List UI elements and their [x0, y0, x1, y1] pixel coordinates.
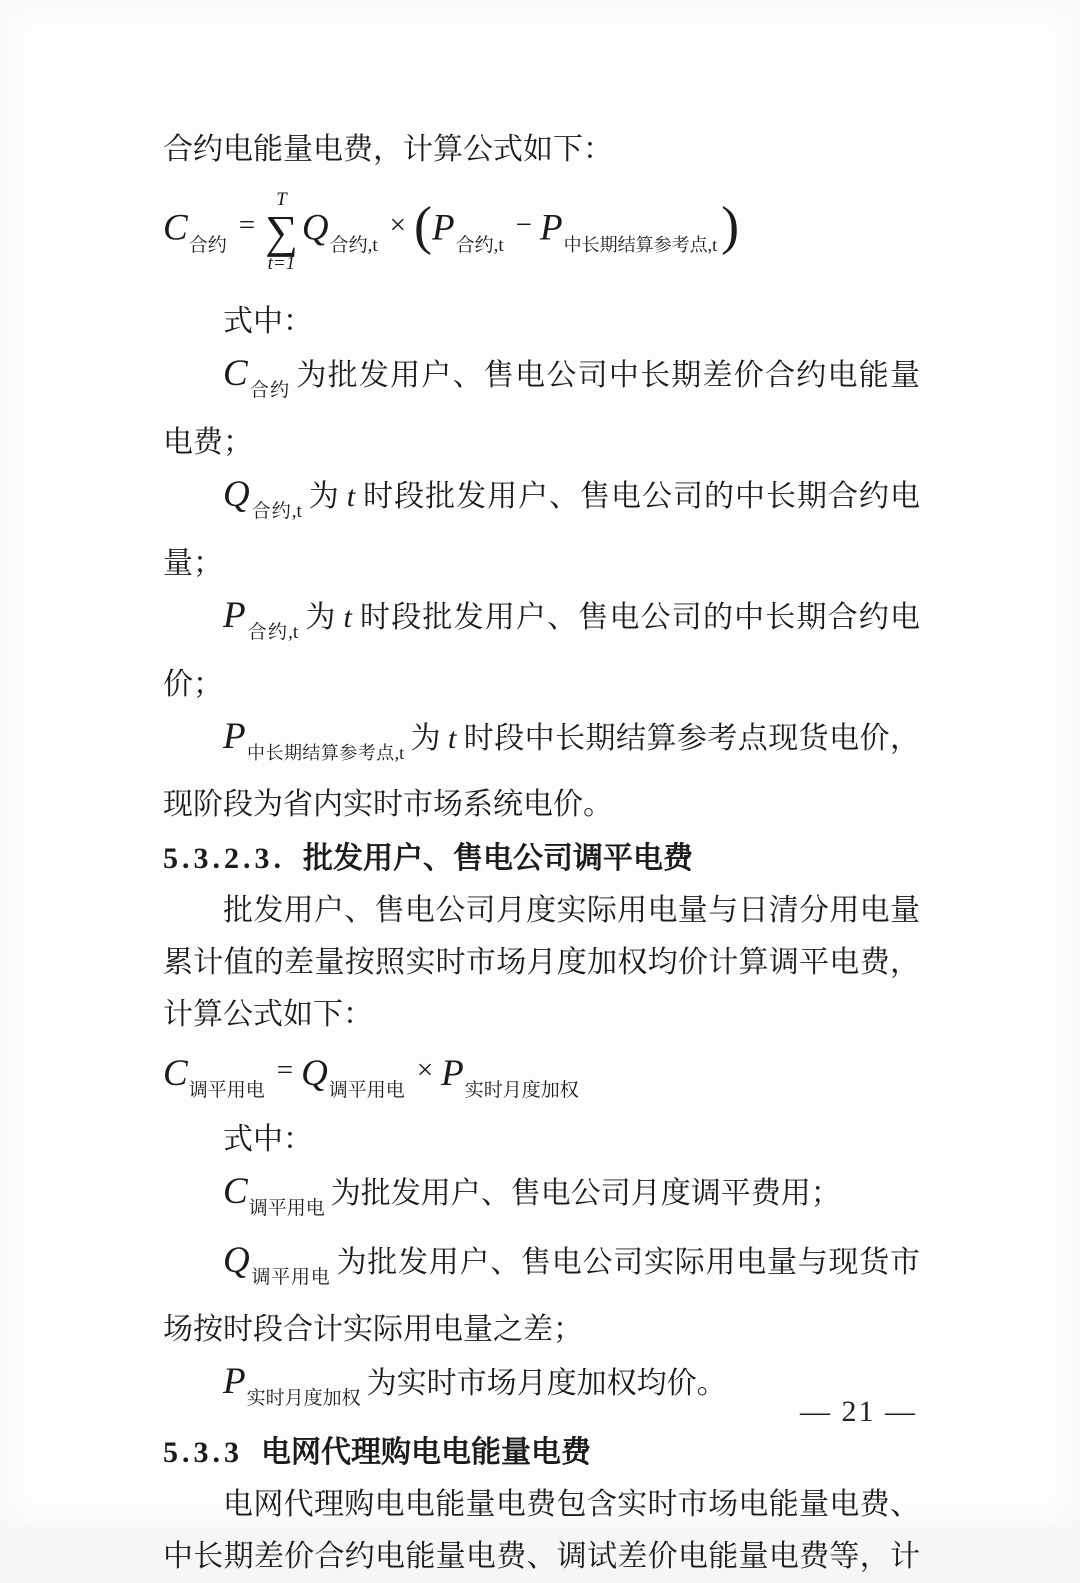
math-subscript: 合约,t: [455, 234, 504, 256]
math-var-p: P: [431, 207, 455, 249]
summation: [265, 190, 298, 274]
math-var-t: t: [448, 722, 457, 755]
math-subscript: 实时月度加权: [464, 1080, 579, 1101]
formula-contract-energy-fee: [163, 182, 920, 292]
equals-sign: =: [276, 1054, 294, 1086]
minus-sign: −: [515, 208, 532, 241]
definition-paragraph: [163, 711, 920, 831]
math-var-q: Q: [301, 207, 329, 249]
section-heading-5-3-2-3: [163, 833, 920, 885]
math-var-c: C: [163, 1053, 188, 1094]
math-subscript: 合约,t: [250, 501, 302, 522]
math-var-p: P: [539, 207, 563, 249]
math-var-t: t: [343, 601, 352, 634]
definition-paragraph: [163, 590, 920, 711]
definition-text: 时段批发用户、售电公司的中长期合约电量；: [163, 480, 921, 580]
where-label: 式中：: [223, 305, 313, 338]
math-var-c: C: [223, 353, 248, 394]
section-title: 批发用户、售电公司调平电费: [303, 842, 693, 875]
sum-upper-limit: T: [276, 189, 287, 210]
definition-text: 时段批发用户、售电公司的中长期合约电价；: [163, 601, 921, 701]
math-var-p: P: [223, 1361, 246, 1402]
definition-text: 为: [304, 601, 337, 634]
math-var-c: C: [223, 1171, 248, 1212]
page-content: [163, 124, 920, 1583]
where-label: 式中：: [223, 1123, 313, 1156]
math-var-q: Q: [301, 1053, 328, 1094]
multiply-sign: ×: [389, 208, 406, 241]
math-var-p: P: [223, 595, 246, 636]
math-subscript: 合约: [188, 234, 227, 256]
definition-text: 为批发用户、售电公司中长期差价合约电能量电费；: [163, 359, 920, 459]
definition-paragraph: [163, 469, 920, 590]
intro-paragraph: 合约电能量电费，计算公式如下：: [163, 133, 613, 166]
math-subscript: 中长期结算参考点,t: [246, 743, 405, 763]
grid-agent-paragraph: 电网代理购电电能量电费包含实时市场电能量电费、中长期差价合约电能量电费、调试差价电能量电费等，计: [163, 1488, 920, 1573]
math-subscript: 调平用电: [250, 1267, 331, 1288]
math-subscript: 合约,t: [246, 622, 299, 643]
definition-text: 为批发用户、售电公司月度调平费用；: [330, 1177, 841, 1210]
math-subscript: 调平用电: [248, 1198, 325, 1219]
section-title: 电网代理购电电能量电费: [261, 1436, 591, 1469]
math-subscript: 调平用电: [328, 1080, 405, 1101]
equals-sign: =: [238, 208, 256, 241]
sum-lower-limit: t=1: [267, 253, 296, 274]
definition-text: 为: [307, 480, 340, 513]
section-number: 5.3.2.3.: [163, 842, 285, 875]
math-subscript: 合约: [248, 380, 291, 401]
definition-paragraph: [163, 1235, 920, 1356]
page-number: — 21 —: [800, 1395, 917, 1428]
math-subscript: 中长期结算参考点,t: [563, 234, 718, 255]
multiply-sign: ×: [416, 1054, 434, 1086]
close-paren: ): [721, 195, 740, 256]
math-subscript: 调平用电: [188, 1080, 265, 1101]
math-var-t: t: [346, 480, 356, 513]
definition-text: 时段中长期结算参考点现货电价，现阶段为省内实时市场系统电价。: [163, 722, 920, 821]
definition-paragraph: [163, 1166, 920, 1235]
open-paren: (: [413, 195, 432, 256]
definition-paragraph: [163, 348, 920, 469]
definition-text: 为批发用户、售电公司实际用电量与现货市场按时段合计实际用电量之差；: [163, 1246, 920, 1346]
math-var-q: Q: [223, 474, 250, 515]
math-var-q: Q: [223, 1240, 250, 1281]
definition-text: 为: [410, 722, 441, 755]
math-var-c: C: [163, 207, 188, 249]
section-heading-5-3-3: [163, 1427, 920, 1479]
sum-symbol: ∑: [265, 206, 298, 257]
math-subscript: 合约,t: [329, 234, 378, 256]
math-var-p: P: [441, 1053, 464, 1094]
section-number: 5.3.3: [163, 1436, 243, 1469]
math-var-p: P: [223, 716, 246, 757]
leveling-paragraph: 批发用户、售电公司月度实际用电量与日清分用电量累计值的差量按照实时市场月度加权均价计算调平电费，计算公式如下：: [163, 894, 920, 1031]
math-subscript: 实时月度加权: [246, 1388, 361, 1409]
formula-leveling-fee: [163, 1047, 920, 1110]
definition-text: 为实时市场月度加权均价。: [366, 1367, 727, 1400]
